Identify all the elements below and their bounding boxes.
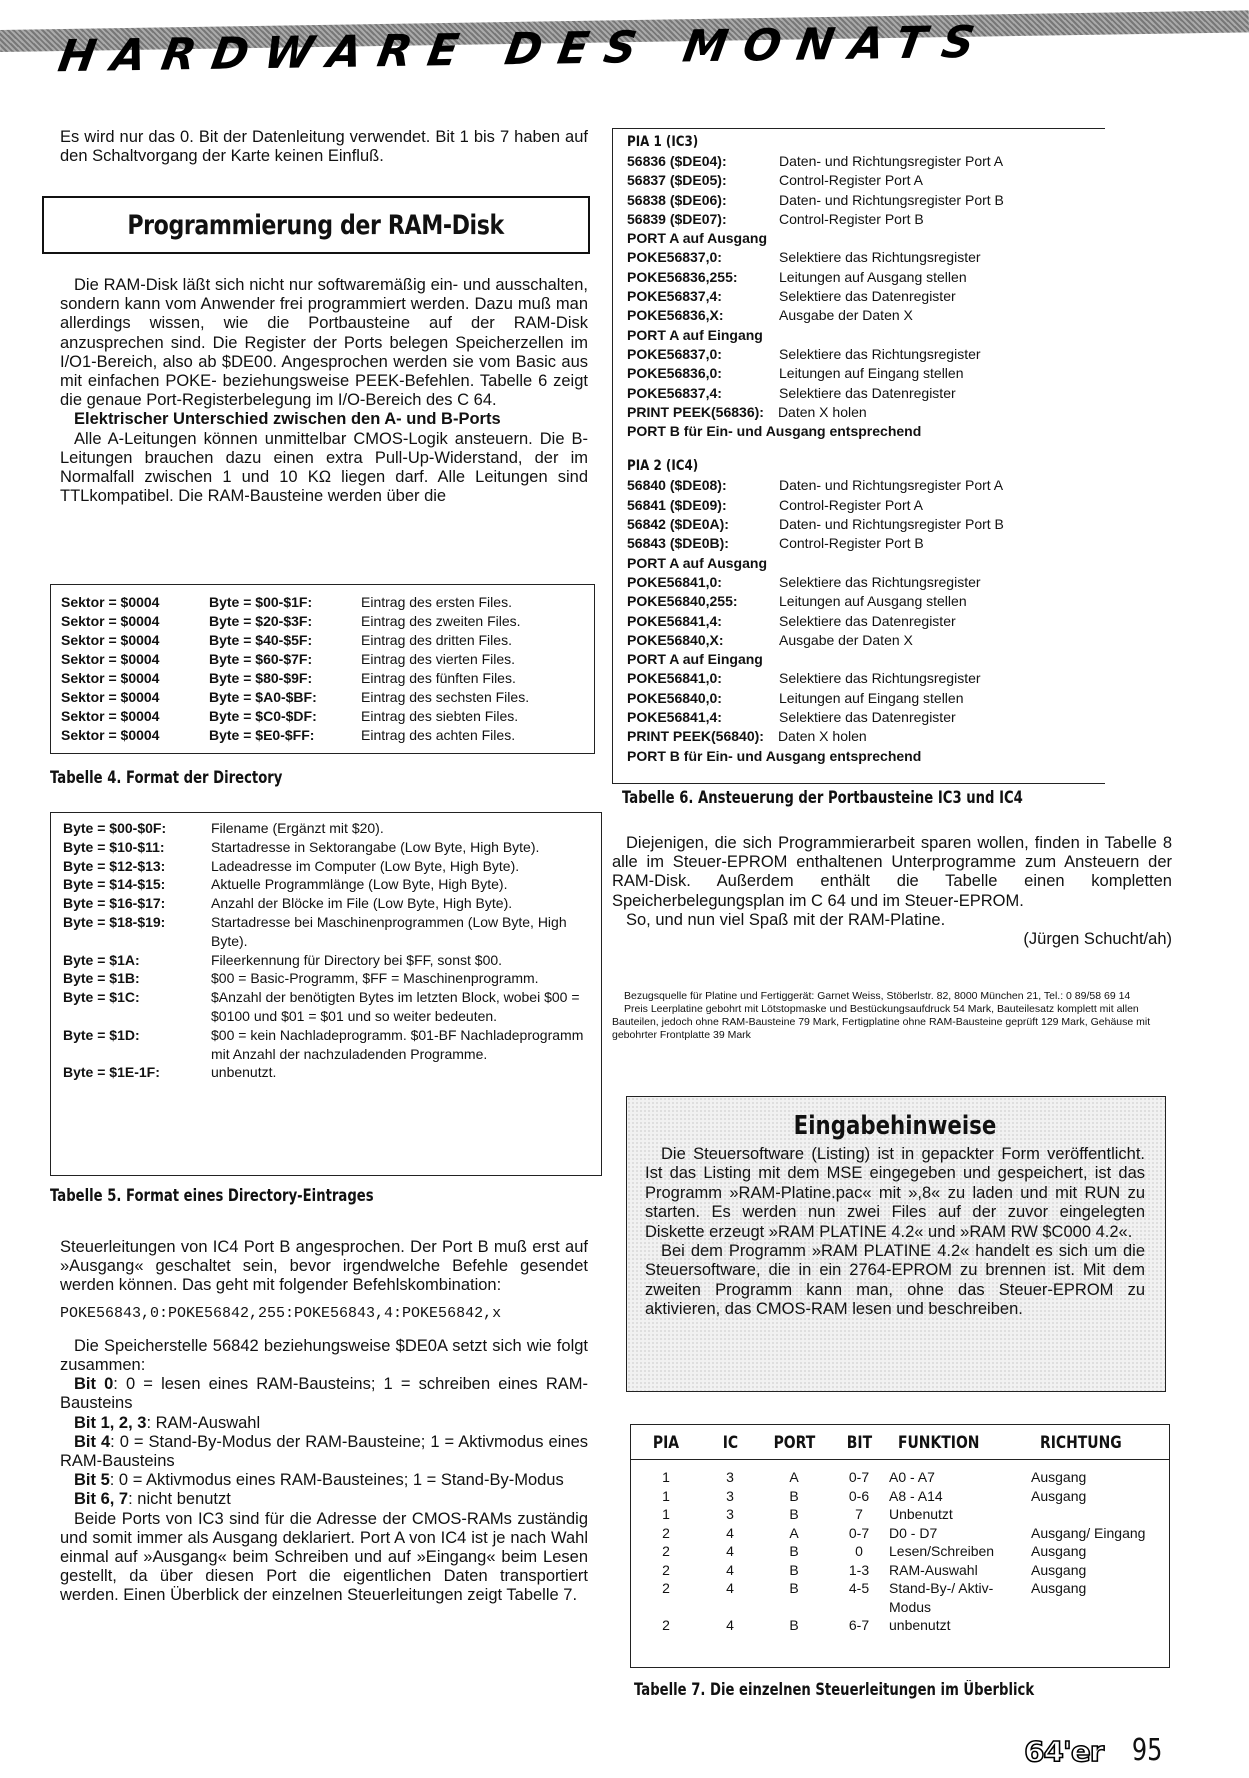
table-cell: 4-5 — [848, 1580, 870, 1596]
paragraph: Alle A-Leitungen können unmittelbar CMOS-Logik ansteuern. Die B-Leitungen brauchen dazu einen extra Pull-Up-Widerstand, der im Normalfall zwischen 1 und 10 KΩ liegen darf. Alle Leitungen sind TTLkompatibel. Die RAM-Bausteine werden über die — [60, 429, 588, 506]
table-cell: 1 — [662, 1469, 670, 1485]
column-header-label: FUNKTION — [897, 1433, 980, 1453]
table-row — [631, 1524, 1169, 1543]
table-row — [61, 707, 594, 726]
paragraph: Die Steuersoftware (Listing) ist in gepackter Form veröffentlicht. Ist das Listing mit dem MSE eingegeben und gespeichert, ist das Programm »RAM-Platine.pac« mit »,8« zu laden und mit RUN zu starten. Es werden nun zwei Files auf der zuvor eingelegten Diskette erzeugt »RAM PLATINE 4.2« und »RAM RW $C000 4.2«. — [645, 1145, 1145, 1241]
table-cell: 3 — [726, 1506, 734, 1522]
table-cell-value: Startadresse bei Maschinenprogrammen (Low Byte, High Byte). — [211, 913, 567, 949]
table-cell-key: Byte = $1A: — [63, 951, 140, 968]
table-row — [63, 819, 601, 838]
table-cell-value: $00 = kein Nachladeprogramm. $01-BF Nachladeprogramm mit Anzahl der nachzuladenden Programme. — [211, 1026, 584, 1062]
table-row — [627, 708, 1105, 727]
column-header — [829, 1425, 889, 1460]
column-header-label: PIA — [652, 1433, 680, 1453]
port-heading: PORT A auf Eingang — [627, 651, 763, 668]
table-cell-key: Byte = $18-$19: — [63, 913, 166, 930]
table-cell: 6-7 — [848, 1617, 870, 1633]
table-cell: Ausgang — [1031, 1561, 1087, 1578]
port-heading: PORT A auf Ausgang — [627, 230, 767, 247]
table-cell: 1 — [662, 1487, 670, 1504]
table-cell-value: Selektiere das Datenregister — [779, 384, 956, 401]
table-cell-value: Daten- und Richtungsregister Port A — [779, 477, 1004, 494]
table-row — [627, 403, 1105, 422]
table-cell-value: Anzahl der Blöcke im File (Low Byte, High Byte). — [211, 895, 513, 912]
port-heading: PORT A auf Ausgang — [627, 554, 767, 571]
paragraph: Beide Ports von IC3 sind für die Adresse der CMOS-RAMs zuständig und somit immer als Ausgang deklariert. Port A von IC4 ist je nach Wahl einmal auf »Ausgang« beim Schreiben und auf »Eingang« beim Lesen gestellt, da über diesen Port die eigentlichen Daten transportiert werden. Einen Überblick der einzelnen Steuerleitungen zeigt Tabelle 7. — [60, 1509, 588, 1605]
table-cell: A — [789, 1469, 799, 1485]
table-cell-key: POKE56837,0: — [627, 345, 722, 362]
table-6 — [612, 128, 1105, 784]
table-cell-key: 56843 ($DE0B): — [627, 535, 729, 552]
table-cell-value: Selektiere das Richtungsregister — [779, 249, 981, 266]
port-heading: PORT B für Ein- und Ausgang entsprechend — [627, 423, 922, 440]
bit-item — [60, 1414, 588, 1433]
table-cell-key: PRINT PEEK(56840): — [627, 728, 764, 745]
table-cell-value: $Anzahl der benötigten Bytes im letzten Block, wobei $00 = $0100 und $01 = $01 und so weiter bedeuten. — [211, 989, 580, 1024]
table-cell-key: POKE56841,0: — [627, 670, 722, 687]
port-heading: PORT B für Ein- und Ausgang entsprechend — [627, 747, 922, 764]
table-cell-key: 56836 ($DE04): — [627, 153, 727, 169]
table-cell-key: POKE56841,4: — [627, 709, 722, 726]
table-cell: Lesen/Schreiben — [889, 1543, 995, 1559]
price-note: Preis Leerplatine gebohrt mit Lötstopmaske und Bestückungsaufdruck 54 Mark, Bauteilesatz komplett mit allen Bauteilen, jedoch ohne RAM-Bausteine 79 Mark, Fertigplatine ohne RAM-Bausteine geprüft 129 Mark, Gehäuse mit gebohrter Frontplatte 39 Mark — [612, 1003, 1151, 1041]
table-cell: 0 — [855, 1543, 863, 1559]
paragraph: So, und nun viel Spaß mit der RAM-Platine. — [626, 910, 946, 929]
author-credit: (Jürgen Schucht/ah) — [1023, 930, 1172, 949]
pia-title: PIA 1 (IC3) — [627, 134, 699, 150]
table-cell-key: 56839 ($DE07): — [627, 210, 727, 227]
table-cell-value: Ausgabe der Daten X — [779, 631, 913, 648]
table-cell: 7 — [855, 1506, 863, 1522]
table-cell-value: Leitungen auf Eingang stellen — [779, 689, 964, 706]
table-cell: 3 — [726, 1469, 734, 1485]
table-cell: Byte = $60-$7F: — [209, 651, 313, 667]
table-row — [63, 894, 601, 913]
table-5-caption: Tabelle 5. Format eines Directory-Eintrages — [50, 1186, 374, 1205]
column-header — [759, 1425, 829, 1460]
table-cell-key: Byte = $16-$17: — [63, 895, 166, 912]
table-row — [627, 171, 1105, 190]
table-row — [627, 631, 1105, 650]
table-cell-value: Filename (Ergänzt mit $20). — [211, 820, 384, 836]
table-cell-value: $00 = Basic-Programm, $FF = Maschinenprogramm. — [211, 970, 539, 987]
table-cell-value: Control-Register Port A — [779, 496, 923, 513]
intro-paragraph — [60, 128, 588, 166]
table-cell-value: Selektiere das Richtungsregister — [779, 670, 981, 687]
table-cell-key: POKE56841,0: — [627, 573, 722, 590]
table-cell: 0-7 — [848, 1524, 870, 1541]
table-cell: Ausgang/ Eingang — [1031, 1524, 1146, 1541]
table-cell-value: unbenutzt. — [211, 1064, 277, 1081]
table-cell-key: 56842 ($DE0A): — [627, 516, 729, 533]
table-cell-key: Byte = $00-$0F: — [63, 820, 167, 836]
column-header-label: IC — [722, 1433, 738, 1453]
table-cell — [1031, 1616, 1169, 1635]
table-row — [627, 534, 1105, 553]
table-cell-value: Selektiere das Datenregister — [779, 612, 956, 629]
table-row — [627, 210, 1105, 229]
bit-text: : RAM-Auswahl — [146, 1413, 261, 1432]
table-cell-key: Byte = $1D: — [63, 1026, 140, 1043]
table-cell: B — [789, 1487, 799, 1504]
table-cell: Byte = $C0-$DF: — [209, 708, 317, 724]
table-cell-value: Control-Register Port A — [779, 172, 923, 189]
table-cell: Byte = $80-$9F: — [209, 670, 313, 686]
table-cell: Stand-By-/ Aktiv-Modus — [889, 1580, 994, 1615]
table-cell: Eintrag des vierten Files. — [361, 651, 516, 667]
table-row — [627, 248, 1105, 267]
table-row — [627, 268, 1105, 287]
table-cell: 4 — [726, 1524, 734, 1541]
table-cell: A0 - A7 — [889, 1469, 935, 1485]
table-cell: 2 — [662, 1524, 670, 1541]
table-row — [627, 152, 1105, 171]
section-title: Programmierung der RAM-Disk — [127, 209, 505, 241]
table-row — [61, 631, 594, 650]
table-cell: 2 — [662, 1543, 670, 1559]
table-cell-value: Ladeadresse im Computer (Low Byte, High Byte). — [211, 857, 520, 874]
table-cell: RAM-Auswahl — [889, 1561, 978, 1578]
section-heading-box — [42, 196, 590, 254]
table-cell: B — [789, 1617, 799, 1633]
table-7-header-row — [631, 1425, 1169, 1460]
table-cell: Byte = $40-$5F: — [209, 632, 313, 648]
table-cell-key: Byte = $12-$13: — [63, 857, 166, 874]
column-header — [889, 1425, 1031, 1460]
table-cell: Eintrag des dritten Files. — [361, 632, 512, 648]
table-cell: Sektor = $0004 — [61, 727, 160, 743]
section-header-title: HARDWARE DES MONATS — [54, 16, 995, 83]
table-row — [631, 1561, 1169, 1580]
table-row — [63, 838, 601, 857]
table-cell: 2 — [662, 1561, 670, 1578]
paragraph: Steuerleitungen von IC4 Port B angesprochen. Der Port B muß erst auf »Ausgang« geschaltet sein, bevor irgendwelche Befehle gesendet werden können. Das geht mit folgender Befehlskombination: — [60, 1238, 588, 1295]
table-row — [627, 515, 1105, 534]
table-row — [627, 476, 1105, 495]
pia-title: PIA 2 (IC4) — [627, 458, 699, 475]
table-cell: Eintrag des sechsten Files. — [361, 689, 530, 705]
table-cell-value: Selektiere das Richtungsregister — [779, 345, 981, 362]
bit-item — [60, 1433, 588, 1471]
table-cell-key: POKE56837,4: — [627, 288, 722, 305]
table-cell: Byte = $A0-$BF: — [209, 689, 317, 705]
table-cell — [1031, 1505, 1169, 1524]
group-spacer — [627, 441, 1105, 457]
table-cell: Eintrag des fünften Files. — [361, 670, 516, 686]
table-cell-value: Selektiere das Richtungsregister — [779, 573, 981, 590]
table-cell-value: Ausgabe der Daten X — [779, 307, 913, 324]
table-cell: 4 — [726, 1561, 734, 1578]
article-body-1 — [60, 276, 588, 506]
column-header — [1031, 1425, 1169, 1460]
table-cell-key: POKE56836,0: — [627, 365, 722, 382]
table-row — [627, 727, 1105, 746]
intro-text: Es wird nur das 0. Bit der Datenleitung verwendet. Bit 1 bis 7 haben auf den Schaltvorgang der Karte keinen Einfluß. — [60, 128, 588, 166]
table-cell-value: Aktuelle Programmlänge (Low Byte, High Byte). — [211, 876, 508, 893]
code-line: POKE56843,0:POKE56842,255:POKE56843,4:POKE56842,x — [60, 1304, 502, 1322]
table-row — [61, 688, 594, 707]
table-row — [627, 191, 1105, 210]
table-cell: Byte = $E0-$FF: — [209, 727, 315, 743]
table-row — [61, 650, 594, 669]
subheading: Elektrischer Unterschied zwischen den A- und B-Ports — [74, 410, 501, 429]
table-cell-value: Daten- und Richtungsregister Port B — [779, 516, 1004, 533]
port-heading: PORT A auf Eingang — [627, 326, 763, 343]
bit-item — [60, 1375, 588, 1413]
table-cell: Eintrag des siebten Files. — [361, 708, 519, 724]
page-number: 95 — [1131, 1733, 1163, 1768]
table-cell-value: Control-Register Port B — [779, 210, 924, 227]
table-cell: Byte = $20-$3F: — [209, 613, 313, 629]
table-cell-key: POKE56840,0: — [627, 689, 722, 706]
bit-label: Bit 0 — [74, 1375, 114, 1394]
table-cell: unbenutzt — [889, 1617, 951, 1633]
table-row — [627, 364, 1105, 383]
bit-text: : nicht benutzt — [128, 1490, 231, 1509]
table-cell-value: Startadresse in Sektorangabe (Low Byte, High Byte). — [211, 838, 540, 855]
table-cell: Ausgang — [1031, 1580, 1087, 1596]
table-row — [627, 592, 1105, 611]
table-cell: B — [789, 1561, 799, 1578]
table-row — [627, 612, 1105, 631]
table-cell-key: Byte = $14-$15: — [63, 876, 166, 893]
table-row — [631, 1505, 1169, 1524]
table-cell-value: Selektiere das Datenregister — [779, 288, 956, 305]
table-7 — [630, 1424, 1170, 1668]
table-row — [631, 1542, 1169, 1561]
table-cell-key: 56841 ($DE09): — [627, 496, 727, 513]
article-body-right — [612, 834, 1172, 949]
table-cell-key: POKE56841,4: — [627, 612, 722, 629]
table-cell: Sektor = $0004 — [61, 708, 160, 724]
table-row — [627, 384, 1105, 403]
table-cell-value: Selektiere das Datenregister — [779, 709, 956, 726]
bit-label: Bit 4 — [74, 1432, 111, 1451]
paragraph: Diejenigen, die sich Programmierarbeit sparen wollen, finden in Tabelle 8 alle im Steuer-EPROM enthaltenen Unterprogramme zum Ansteuern der RAM-Disk. Außerdem enthält die Tabelle einen kompletten Speicherbelegungsplan im C 64 und im Steuer-EPROM. — [612, 834, 1172, 910]
table-cell-key: PRINT PEEK(56836): — [627, 403, 764, 420]
table-row — [63, 969, 601, 988]
bit-text: : 0 = Aktivmodus eines RAM-Bausteines; 1 = Stand-By-Modus — [109, 1471, 564, 1490]
table-cell: 4 — [726, 1543, 734, 1559]
table-cell: Eintrag des achten Files. — [361, 727, 516, 743]
column-header — [631, 1425, 701, 1460]
source-notes — [612, 990, 1172, 1042]
table-cell: Ausgang — [1031, 1487, 1087, 1504]
table-cell-key: Byte = $10-$11: — [63, 838, 165, 855]
paragraph: Die Speicherstelle 56842 beziehungsweise $DE0A setzt sich wie folgt zusammen: — [60, 1336, 588, 1375]
table-cell: Sektor = $0004 — [61, 689, 160, 705]
table-cell-key: POKE56840,255: — [627, 593, 738, 610]
input-hints-box — [626, 1096, 1166, 1392]
table-row — [627, 669, 1105, 688]
table-row — [63, 913, 601, 951]
table-cell: Eintrag des zweiten Files. — [361, 613, 521, 629]
bit-label: Bit 5 — [74, 1471, 110, 1490]
column-header — [701, 1425, 759, 1460]
table-cell-key: Byte = $1C: — [63, 989, 140, 1006]
table-4 — [50, 584, 595, 754]
table-cell-key: POKE56840,X: — [627, 631, 724, 648]
table-cell: Byte = $00-$1F: — [209, 594, 313, 610]
table-cell-value: Control-Register Port B — [779, 535, 924, 552]
table-cell: 4 — [726, 1580, 734, 1596]
table-cell: Sektor = $0004 — [61, 651, 160, 667]
table-cell: Ausgang — [1031, 1469, 1087, 1485]
table-row — [63, 988, 601, 1026]
table-row — [627, 345, 1105, 364]
table-cell: D0 - D7 — [889, 1524, 938, 1541]
table-cell-key: POKE56836,X: — [627, 307, 724, 324]
column-header-label: PORT — [773, 1433, 815, 1453]
bit-label: Bit 6, 7 — [74, 1490, 129, 1509]
table-cell: 2 — [662, 1617, 670, 1633]
magazine-logo: 64'er — [1024, 1735, 1104, 1768]
table-cell: 4 — [726, 1617, 734, 1633]
table-row — [61, 726, 594, 745]
article-body-2 — [60, 1238, 588, 1606]
source-note: Bezugsquelle für Platine und Fertiggerät: Garnet Weiss, Stöberlstr. 82, 8000 München 21, Tel.: 0 89/58 69 14 — [624, 990, 1131, 1002]
table-cell-key: 56840 ($DE08): — [627, 477, 727, 494]
table-6-caption: Tabelle 6. Ansteuerung der Portbausteine IC3 und IC4 — [622, 788, 1023, 807]
table-row — [63, 875, 601, 894]
table-row — [627, 496, 1105, 515]
table-cell-key: 56838 ($DE06): — [627, 191, 727, 208]
table-cell-value: Fileerkennung für Directory bei $FF, sonst $00. — [211, 951, 503, 968]
table-cell: Sektor = $0004 — [61, 594, 160, 610]
table-cell-key: POKE56836,255: — [627, 268, 738, 285]
table-row — [627, 287, 1105, 306]
table-5 — [50, 812, 602, 1176]
table-cell-value: Leitungen auf Eingang stellen — [779, 365, 964, 382]
table-cell: A8 - A14 — [889, 1487, 943, 1504]
table-7-caption: Tabelle 7. Die einzelnen Steuerleitungen im Überblick — [634, 1680, 1035, 1699]
bit-text: : 0 = lesen eines RAM-Bausteins; 1 = schreiben eines RAM-Bausteins — [60, 1375, 588, 1413]
table-cell: B — [789, 1543, 799, 1559]
table-cell-value: Leitungen auf Ausgang stellen — [779, 593, 967, 610]
table-cell-value: Daten X holen — [777, 403, 867, 420]
table-row — [63, 1026, 601, 1064]
table-cell: 1-3 — [848, 1561, 870, 1578]
bit-list — [60, 1375, 588, 1509]
table-cell-value: Leitungen auf Ausgang stellen — [779, 268, 967, 285]
table-cell-value: Daten- und Richtungsregister Port B — [779, 191, 1004, 208]
table-cell: 3 — [726, 1487, 734, 1504]
table-cell: Sektor = $0004 — [61, 613, 160, 629]
table-cell: Ausgang — [1031, 1543, 1087, 1559]
column-header-label: BIT — [846, 1433, 872, 1453]
table-cell: Sektor = $0004 — [61, 670, 160, 686]
table-row — [631, 1487, 1169, 1506]
table-row — [63, 951, 601, 970]
bit-text: : 0 = Stand-By-Modus der RAM-Bausteine; 1 = Aktivmodus eines RAM-Bausteins — [60, 1432, 588, 1471]
table-4-caption: Tabelle 4. Format der Directory — [50, 768, 283, 787]
table-row — [627, 573, 1105, 592]
table-cell-key: POKE56837,0: — [627, 249, 722, 266]
table-cell: Sektor = $0004 — [61, 632, 160, 648]
table-cell-value: Daten- und Richtungsregister Port A — [779, 153, 1004, 169]
table-cell: 2 — [662, 1580, 670, 1596]
table-row — [63, 1063, 601, 1082]
table-cell: 1 — [662, 1506, 670, 1522]
table-cell-key: Byte = $1B: — [63, 970, 140, 987]
table-row — [61, 593, 594, 612]
table-row — [627, 306, 1105, 325]
table-cell: A — [789, 1524, 799, 1541]
table-cell: 0-6 — [848, 1487, 870, 1504]
table-cell-key: 56837 ($DE05): — [627, 172, 727, 189]
table-cell: Eintrag des ersten Files. — [361, 594, 512, 610]
table-row — [631, 1579, 1169, 1616]
table-cell: B — [789, 1580, 799, 1596]
table-row — [63, 857, 601, 876]
table-cell: Unbenutzt — [889, 1506, 953, 1522]
table-cell-key: Byte = $1E-1F: — [63, 1064, 160, 1081]
bit-item — [60, 1490, 588, 1509]
input-hints-title: Eingabehinweise — [793, 1111, 997, 1141]
bit-item — [60, 1471, 588, 1490]
paragraph: Bei dem Programm »RAM PLATINE 4.2« handelt es sich um die Steuersoftware, die in ein 2764-EPROM zu brennen ist. Mit dem zweiten Programm kann man, ohne das Steuer-EPROM zu aktivieren, das CMOS-RAM lesen und beschreiben. — [645, 1242, 1145, 1319]
table-cell: B — [789, 1506, 799, 1522]
paragraph: Die RAM-Disk läßt sich nicht nur softwaremäßig ein- und ausschalten, sondern kann vom Anwender frei programmiert werden. Dazu muß man allerdings wissen, wie die Portbausteine auf der RAM-Disk anzusprechen sind. Die Register der Ports belegen Speicherzellen im I/O1-Bereich, also ab $DE00. Angesprochen werden sie vom Basic aus mit einfachen POKE- beziehungsweise PEEK-Befehlen. Tabelle 6 zeigt die genaue Port-Registerbelegung im I/O-Bereich des C 64. — [60, 276, 588, 410]
table-row — [631, 1460, 1169, 1487]
table-cell-key: POKE56837,4: — [627, 384, 722, 401]
column-header-label: RICHTUNG — [1039, 1433, 1122, 1453]
table-row — [61, 612, 594, 631]
table-row — [631, 1616, 1169, 1635]
table-cell: 0-7 — [848, 1469, 870, 1485]
table-row — [627, 689, 1105, 708]
bit-label: Bit 1, 2, 3 — [74, 1413, 147, 1432]
table-row — [61, 669, 594, 688]
table-cell-value: Daten X holen — [777, 728, 867, 745]
